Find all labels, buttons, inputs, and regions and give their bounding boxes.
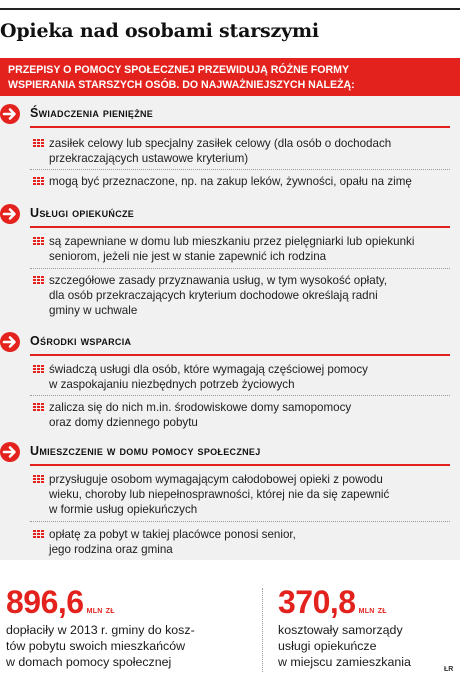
item-line: zasiłek celowy lub specjalny zasiłek celowy (dla osób o dochodach	[49, 137, 392, 150]
stat-unit: mln zł	[86, 605, 115, 616]
section-rule	[30, 354, 450, 356]
arrow-right-icon	[0, 332, 20, 352]
stat-description	[6, 622, 246, 670]
section-title: Świadczenia pieniężne	[30, 106, 154, 120]
banner-line: WSPIERANIA STARSZYCH OSÓB. DO NAJWAŻNIEJSZYCH NALEŻĄ:	[8, 79, 355, 91]
stat-figure	[278, 584, 387, 621]
item-line: wieku, choroby lub niepełnosprawności, której nie da się zapewnić	[49, 488, 390, 501]
section-title: Ośrodki wsparcia	[30, 334, 132, 348]
stat-line: kosztowały samorządy	[278, 623, 403, 637]
stat-unit: mln zł	[358, 605, 387, 616]
section-care-services	[0, 200, 460, 317]
section-care-home	[0, 438, 460, 556]
arrow-right-icon	[0, 442, 20, 462]
page-title: Opieka nad osobami starszymi	[0, 20, 319, 42]
dot-grid-icon	[33, 177, 44, 186]
dot-grid-icon	[33, 237, 44, 246]
dot-grid-icon	[33, 403, 44, 412]
dot-grid-icon	[33, 530, 44, 539]
item-separator	[30, 268, 450, 269]
top-rule	[0, 8, 460, 10]
item-line: są zapewniane w domu lub mieszkaniu przez pielęgniarki lub opiekunki	[49, 235, 415, 248]
item-line: opłatę za pobyt w takiej placówce ponosi senior,	[49, 528, 296, 541]
stat-line: w miejscu zamieszkania	[278, 655, 411, 669]
section-cash-benefits	[0, 100, 460, 188]
arrow-right-icon	[0, 204, 20, 224]
item-line: świadczą usługi dla osób, które wymagają częściowej pomocy	[49, 363, 368, 376]
stat-line: w domach pomocy społecznej	[6, 655, 172, 669]
stat-value: 370,8	[278, 584, 356, 620]
item-line: jego rodzina oraz gmina	[49, 543, 173, 556]
stat-line: dopłaciły w 2013 r. gminy do kosz-	[6, 623, 195, 637]
item-line: szczegółowe zasady przyznawania usług, w tym wysokość opłaty,	[49, 274, 388, 287]
dot-grid-icon	[33, 276, 44, 285]
item-line: przekraczających ustawowe kryterium)	[49, 152, 249, 165]
item-line: dla osób przekraczających kryterium dochodowe określają radni	[49, 289, 378, 302]
section-title: Umieszczenie w domu pomocy społecznej	[30, 444, 261, 458]
dot-grid-icon	[33, 475, 44, 484]
dot-grid-icon	[33, 139, 44, 148]
item-separator	[30, 395, 450, 396]
section-support-centers	[0, 328, 460, 429]
section-rule	[30, 464, 450, 466]
arrow-right-icon	[0, 104, 20, 124]
banner-line: PRZEPISY O POMOCY SPOŁECZNEJ PRZEWIDUJĄ RÓŻNE FORMY	[8, 64, 350, 76]
stat-figure	[6, 584, 115, 621]
item-line: w zaspokajaniu niezbędnych potrzeb życiowych	[49, 378, 295, 391]
section-rule	[30, 126, 450, 128]
item-line: gminy w uchwale	[49, 304, 138, 317]
item-line: oraz domy dziennego pobytu	[49, 416, 198, 429]
item-separator	[30, 169, 450, 170]
stat-line: tów pobytu swoich mieszkańców	[6, 639, 186, 653]
item-separator	[30, 521, 450, 522]
section-rule	[30, 226, 450, 228]
stat-description	[278, 622, 448, 670]
intro-banner	[0, 58, 460, 96]
stat-divider	[262, 588, 263, 672]
item-line: zalicza się do nich m.in. środowiskowe domy samopomocy	[49, 401, 352, 414]
author-credit: ŁR	[444, 666, 454, 673]
dot-grid-icon	[33, 365, 44, 374]
stat-value: 896,6	[6, 584, 84, 620]
item-line: przysługuje osobom wymagającym całodobowej opieki z powodu	[49, 473, 383, 486]
item-line: w formie usług opiekuńczych	[49, 503, 198, 516]
item-line: mogą być przeznaczone, np. na zakup leków, żywności, opału na zimę	[49, 175, 412, 188]
section-title: Usługi opiekuńcze	[30, 206, 135, 220]
stat-line: usługi opiekuńcze	[278, 639, 377, 653]
item-line: seniorom, jeżeli nie jest w stanie zapewnić ich rodzina	[49, 250, 327, 263]
